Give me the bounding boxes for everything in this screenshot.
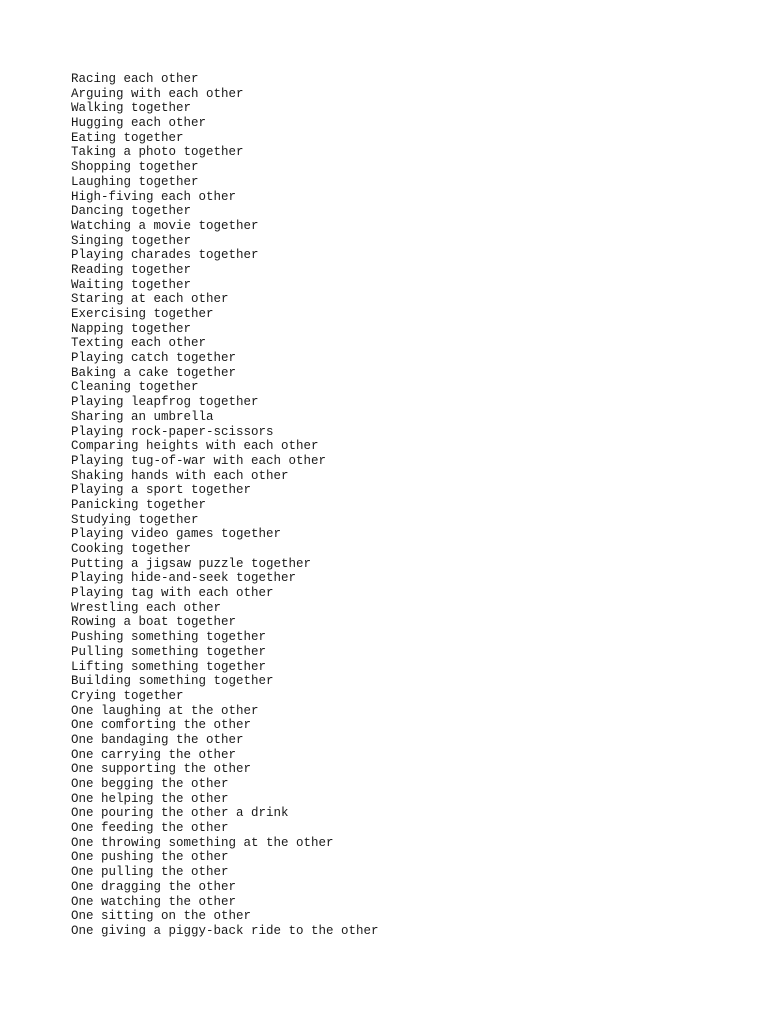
list-item: One begging the other — [71, 777, 229, 791]
list-item: Playing tug-of-war with each other — [71, 453, 327, 468]
list-item: Dancing together — [71, 204, 192, 219]
list-item: Studying together — [71, 512, 199, 527]
list-item: One bandaging the other — [71, 732, 244, 747]
list-item: Arguing with each other — [71, 86, 244, 101]
list-item: Playing a sport together — [71, 483, 252, 498]
list-item: Watching a movie together — [71, 218, 259, 233]
list-item: One feeding the other — [71, 821, 229, 836]
list-item: High-fiving each other — [71, 189, 237, 204]
list-item: Playing catch together — [71, 351, 237, 366]
list-item: Cleaning together — [71, 380, 199, 395]
list-item: One pushing the other — [71, 850, 229, 865]
list-item: Rowing a boat together — [71, 615, 237, 630]
list-item: One laughing at the other — [71, 703, 259, 718]
list-item: Wrestling each other — [71, 600, 222, 615]
list-item: Napping together — [71, 321, 192, 336]
activity-list — [71, 72, 379, 939]
list-item: Baking a cake together — [71, 365, 237, 380]
list-item: Staring at each other — [71, 292, 229, 307]
list-item: Playing rock-paper-scissors — [71, 424, 274, 439]
list-item: Walking together — [71, 101, 192, 116]
list-item: Texting each other — [71, 336, 207, 351]
list-item: One dragging the other — [71, 879, 237, 894]
list-item: One giving a piggy-back ride to the other — [71, 923, 379, 938]
list-item: One watching the other — [71, 894, 237, 909]
list-item: Playing tag with each other — [71, 586, 274, 601]
list-item: Pushing something together — [71, 630, 267, 645]
list-item: Playing leapfrog together — [71, 395, 259, 410]
list-item: Sharing an umbrella — [71, 409, 214, 424]
list-item: Playing video games together — [71, 527, 282, 542]
list-item: One pouring the other a drink — [71, 806, 289, 821]
list-item: Building something together — [71, 674, 274, 689]
list-item: Pulling something together — [71, 644, 267, 659]
list-item: Exercising together — [71, 307, 214, 321]
list-item: Eating together — [71, 130, 184, 145]
list-item: Lifting something together — [71, 659, 267, 674]
list-item: Waiting together — [71, 277, 192, 292]
list-item: One sitting on the other — [71, 909, 252, 924]
list-item: Playing hide-and-seek together — [71, 571, 297, 586]
list-item: One helping the other — [71, 791, 229, 806]
list-item: Shopping together — [71, 160, 199, 175]
list-item: Panicking together — [71, 497, 207, 512]
list-item: Singing together — [71, 233, 192, 248]
list-item: Laughing together — [71, 174, 199, 189]
list-item: Putting a jigsaw puzzle together — [71, 556, 312, 571]
list-item: Shaking hands with each other — [71, 468, 289, 483]
list-item: Cooking together — [71, 542, 192, 556]
list-item: Racing each other — [71, 72, 199, 86]
list-item: Comparing heights with each other — [71, 439, 319, 454]
list-item: One carrying the other — [71, 747, 237, 762]
list-item: Hugging each other — [71, 116, 207, 131]
list-item: One comforting the other — [71, 718, 252, 733]
list-item: One supporting the other — [71, 762, 252, 777]
list-item: Playing charades together — [71, 248, 259, 263]
list-item: Taking a photo together — [71, 145, 244, 160]
list-item: One pulling the other — [71, 865, 229, 880]
list-item: Reading together — [71, 262, 192, 277]
list-item: One throwing something at the other — [71, 835, 334, 850]
list-item: Crying together — [71, 688, 184, 703]
